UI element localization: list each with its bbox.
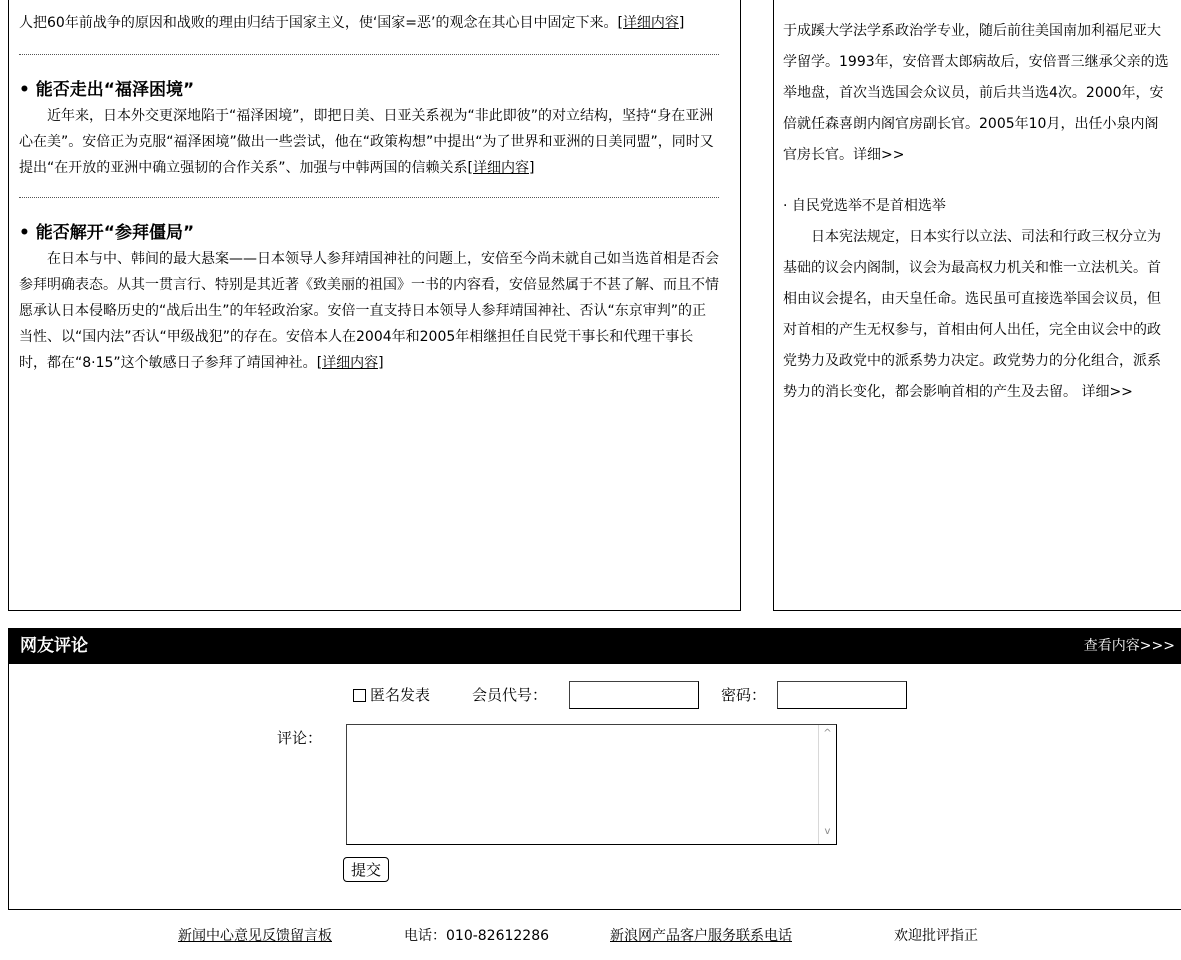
submit-button[interactable]: 提交: [343, 857, 389, 882]
scroll-up-icon[interactable]: ^: [823, 728, 832, 739]
view-content-link[interactable]: 查看内容>>>: [1083, 638, 1175, 654]
election-title: 自民党选举不是首相选举: [791, 198, 946, 214]
page-footer: [0, 924, 1181, 948]
comment-label: 评论：: [277, 729, 323, 747]
intro-text: 人把60年前战争的原因和战败的理由归结于国家主义，使‘国家=恶’的观念在其心目中固定下来。: [19, 15, 618, 31]
left-article-content: [19, 10, 719, 376]
comment-form: [8, 664, 1181, 910]
right-sidebar-content: [783, 16, 1171, 408]
bio-detail-link[interactable]: 详细>>: [853, 147, 905, 163]
section2-detail-link[interactable]: [详细内容]: [316, 355, 384, 371]
welcome-text: 欢迎批评指正: [894, 928, 978, 944]
section2-heading: [19, 220, 719, 246]
bullet-icon: ·: [783, 198, 788, 214]
bio-text: 于成蹊大学法学系政治学专业，随后前往美国南加利福尼亚大学留学。1993年，安倍晋太郎病故后，安倍晋三继承父亲的选举地盘，首次当选国会众议员，前后共当选4次。2000年，安倍就任森喜朗内阁官房副长官。2005年10月，出任小泉内阁官房长官。: [783, 23, 1169, 163]
comments-title: 网友评论: [20, 636, 88, 656]
election-heading: [783, 191, 1171, 222]
section1-title: 能否走出“福泽困境”: [35, 80, 195, 100]
comments-header-bar: [8, 628, 1181, 664]
intro-paragraph: [19, 10, 719, 36]
bullet-icon: •: [19, 223, 30, 243]
section2-body: 在日本与中、韩间的最大悬案——日本领导人参拜靖国神社的问题上，安倍至今尚未就自己如当选首相是否会参拜明确表态。从其一贯言行、特别是其近著《致美丽的祖国》一书的内容看，安倍显然属于不甚了解、而且不情愿承认日本侵略历史的“战后出生”的年轻政治家。安倍一直支持日本领导人参拜靖国神社、否认“东京审判”的正当性、以“国内法”否认“甲级战犯”的存在。安倍本人在2004年和2005年相继担任自民党干事长和代理干事长时，都在“8·15”这个敏感日子参拜了靖国神社。: [19, 251, 719, 371]
scroll-down-icon[interactable]: v: [824, 826, 831, 837]
anonymous-label: 匿名发表: [370, 686, 431, 704]
section1-detail-link[interactable]: [详细内容]: [467, 160, 535, 176]
section2-paragraph: [19, 246, 719, 376]
member-id-input[interactable]: [569, 681, 699, 709]
anonymous-checkbox[interactable]: [353, 689, 366, 702]
left-article-panel: [8, 0, 741, 611]
election-body: 日本宪法规定，日本实行以立法、司法和行政三权分立为基础的议会内阁制，议会为最高权力机关和惟一立法机关。首相由议会提名，由天皇任命。选民虽可直接选举国会议员，但对首相的产生无权参与，首相由何人出任，完全由议会中的政党势力及政党中的派系势力决定。政党势力的分化组合，派系势力的消长变化，都会影响首相的产生及去留。: [783, 229, 1161, 400]
password-label: 密码：: [721, 686, 767, 704]
section2-title: 能否解开“参拜僵局”: [35, 223, 195, 243]
password-input[interactable]: [777, 681, 907, 709]
textarea-scrollbar[interactable]: [818, 725, 836, 844]
member-id-label: 会员代号：: [472, 686, 548, 704]
service-phone-link[interactable]: 新浪网产品客户服务联系电话: [610, 928, 792, 944]
intro-detail-link[interactable]: [详细内容]: [617, 15, 685, 31]
right-sidebar-panel: [773, 0, 1181, 611]
feedback-link[interactable]: 新闻中心意见反馈留言板: [178, 928, 332, 944]
section1-paragraph: [19, 103, 719, 181]
bio-paragraph: [783, 16, 1171, 171]
bullet-icon: •: [19, 80, 30, 100]
election-detail-link[interactable]: 详细>>: [1081, 384, 1133, 400]
comment-textarea[interactable]: [346, 724, 837, 845]
phone-text: 电话：010-82612286: [404, 928, 550, 944]
election-paragraph: [783, 222, 1171, 408]
section1-heading: [19, 77, 719, 103]
section1-body: 近年来，日本外交更深地陷于“福泽困境”，即把日美、日亚关系视为“非此即彼”的对立结构，坚持“身在亚洲心在美”。安倍正为克服“福泽困境”做出一些尝试，他在“政策构想”中提出“为了世界和亚洲的日美同盟”，同时又提出“在开放的亚洲中确立强韧的合作关系”、加强与中韩两国的信赖关系: [19, 108, 714, 176]
